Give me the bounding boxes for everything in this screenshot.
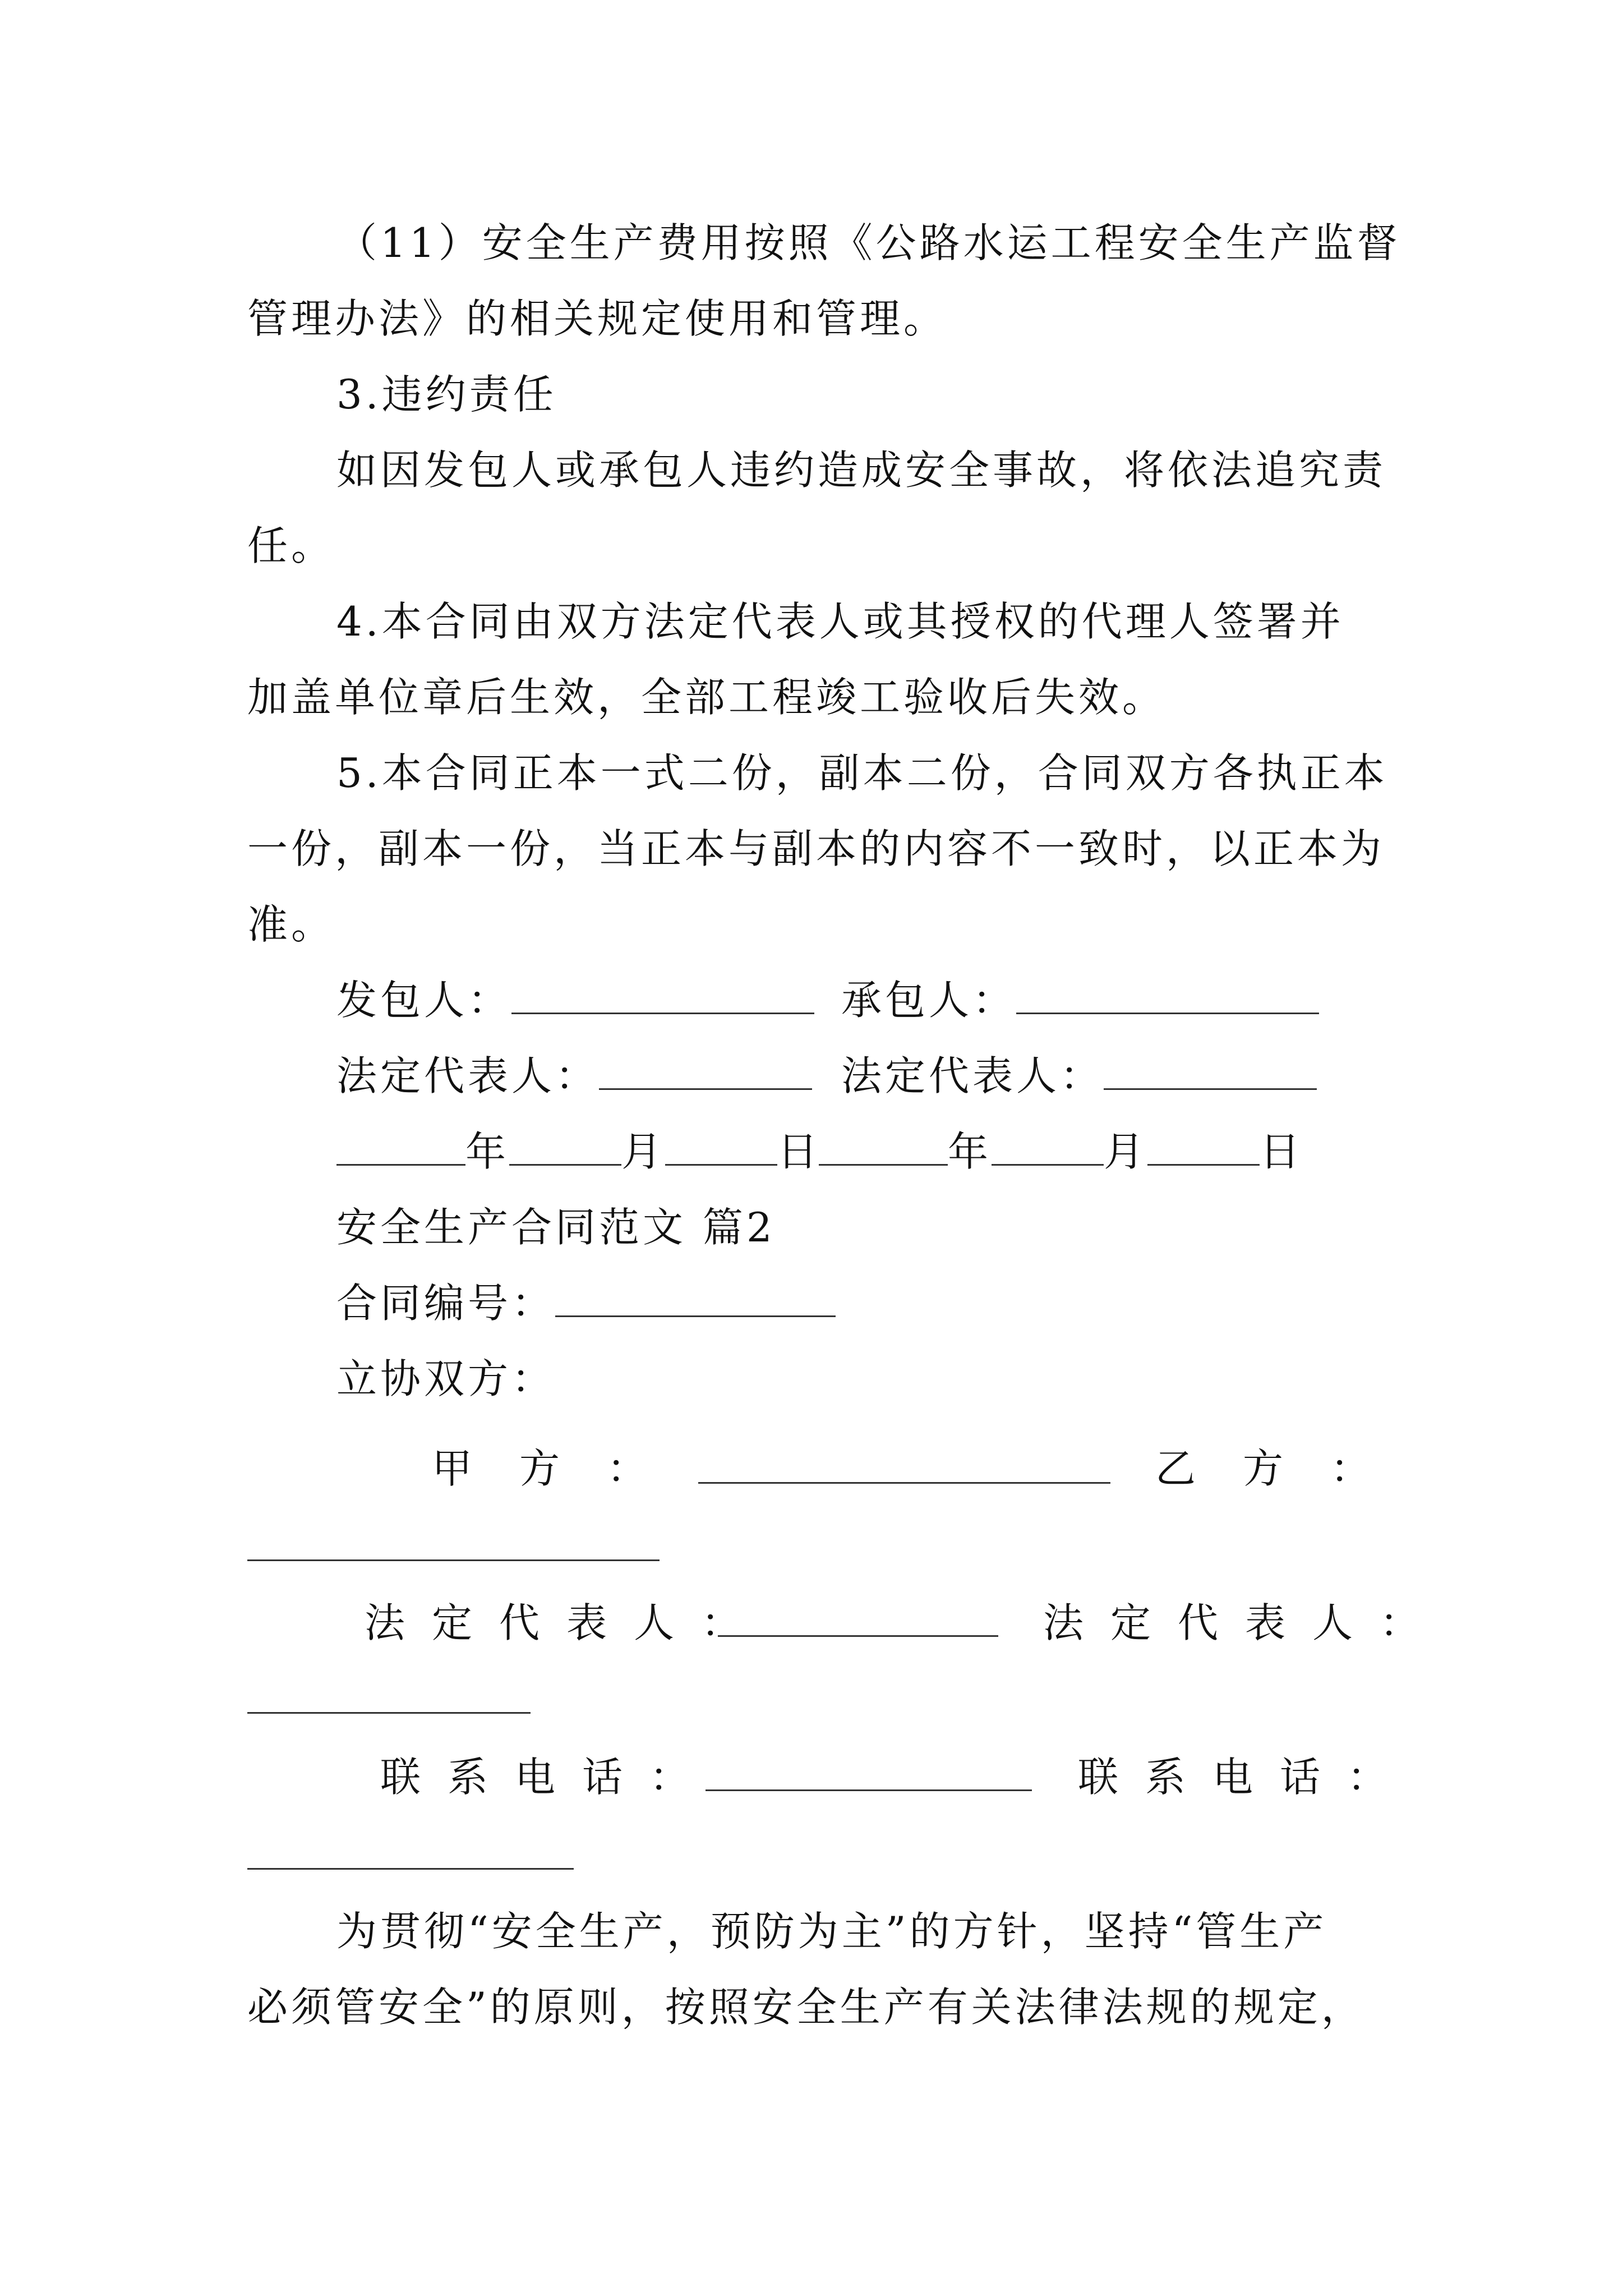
heading-breach-liability: 3.违约责任: [336, 371, 557, 418]
paragraph-11-line-1: （11）安全生产费用按照《公路水运工程安全生产监督: [336, 219, 1401, 266]
year-label-left: 年: [465, 1128, 510, 1175]
day-label-left: 日: [777, 1128, 822, 1175]
paragraph-effect-line-2: 加盖单位章后生效，全部工程竣工验收后失效。: [247, 674, 1166, 721]
paragraph-copies-line-1: 5.本合同正本一式二份，副本二份，合同双方各执正本: [336, 749, 1388, 797]
year-blank-right[interactable]: [819, 1126, 948, 1166]
employer-legal-rep-blank[interactable]: [599, 1050, 812, 1090]
day-blank-right[interactable]: [1147, 1126, 1260, 1166]
parties-label: 立协双方：: [336, 1355, 556, 1402]
day-blank-left[interactable]: [665, 1126, 777, 1166]
intro-line-2: 必须管安全”的原则，按照安全生产有关法律法规的规定，: [247, 1984, 1365, 2031]
contractor-legal-rep-label: 法定代表人：: [841, 1052, 1104, 1099]
year-label-right: 年: [948, 1128, 992, 1175]
party-a-blank[interactable]: [698, 1482, 1110, 1484]
paragraph-breach-line-2: 任。: [247, 522, 335, 569]
phone-b-label: 联系电话：: [1078, 1754, 1415, 1801]
phone-a-blank[interactable]: [706, 1789, 1032, 1791]
paragraph-breach-line-1: 如因发包人或承包人违约造成安全事故，将依法追究责: [336, 447, 1387, 494]
employer-blank[interactable]: [511, 974, 814, 1014]
section-2-title: 安全生产合同范文 篇2: [336, 1204, 776, 1251]
party-b-blank[interactable]: [247, 1559, 660, 1561]
phone-a-label: 联系电话：: [380, 1754, 717, 1801]
month-blank-right[interactable]: [992, 1126, 1104, 1166]
paragraph-11-line-2: 管理办法》的相关规定使用和管理。: [247, 295, 948, 342]
paragraph-copies-line-3: 准。: [247, 901, 335, 948]
employer-legal-rep-row: [336, 1049, 812, 1103]
paragraph-copies-line-2: 一份，副本一份，当正本与副本的内容不一致时，以正本为: [247, 825, 1385, 872]
month-label-left: 月: [621, 1128, 666, 1175]
employer-legal-rep-label: 法定代表人：: [336, 1052, 600, 1099]
employer-row: [336, 973, 814, 1027]
month-blank-left[interactable]: [509, 1126, 621, 1166]
paragraph-effect-line-1: 4.本合同由双方法定代表人或其授权的代理人签署并: [336, 598, 1344, 645]
legal-rep-a-blank[interactable]: [718, 1635, 998, 1637]
party-a-label: 甲 方 ：: [432, 1445, 651, 1492]
party-b-label: 乙 方 ：: [1155, 1445, 1375, 1492]
month-label-right: 月: [1104, 1128, 1148, 1175]
phone-b-blank[interactable]: [247, 1868, 574, 1870]
contractor-legal-rep-blank[interactable]: [1104, 1050, 1317, 1090]
legal-rep-a-label: 法定代表人：: [365, 1599, 769, 1646]
intro-line-1: 为贯彻“安全生产，预防为主”的方针，坚持“管生产: [336, 1908, 1327, 1955]
day-label-right: 日: [1260, 1128, 1304, 1175]
date-row-right: [819, 1125, 1303, 1179]
employer-label: 发包人：: [336, 977, 512, 1024]
contractor-label: 承包人：: [841, 977, 1017, 1024]
contractor-legal-rep-row: [841, 1049, 1317, 1103]
legal-rep-b-blank[interactable]: [247, 1712, 531, 1714]
legal-rep-b-label: 法定代表人：: [1043, 1599, 1447, 1646]
contractor-blank[interactable]: [1016, 974, 1319, 1014]
date-row-left: [336, 1125, 821, 1179]
year-blank-left[interactable]: [336, 1126, 465, 1166]
contract-number-label: 合同编号：: [336, 1280, 556, 1327]
contractor-row: [841, 973, 1319, 1027]
contract-number-blank[interactable]: [555, 1277, 836, 1317]
contract-number-row: [336, 1276, 836, 1330]
